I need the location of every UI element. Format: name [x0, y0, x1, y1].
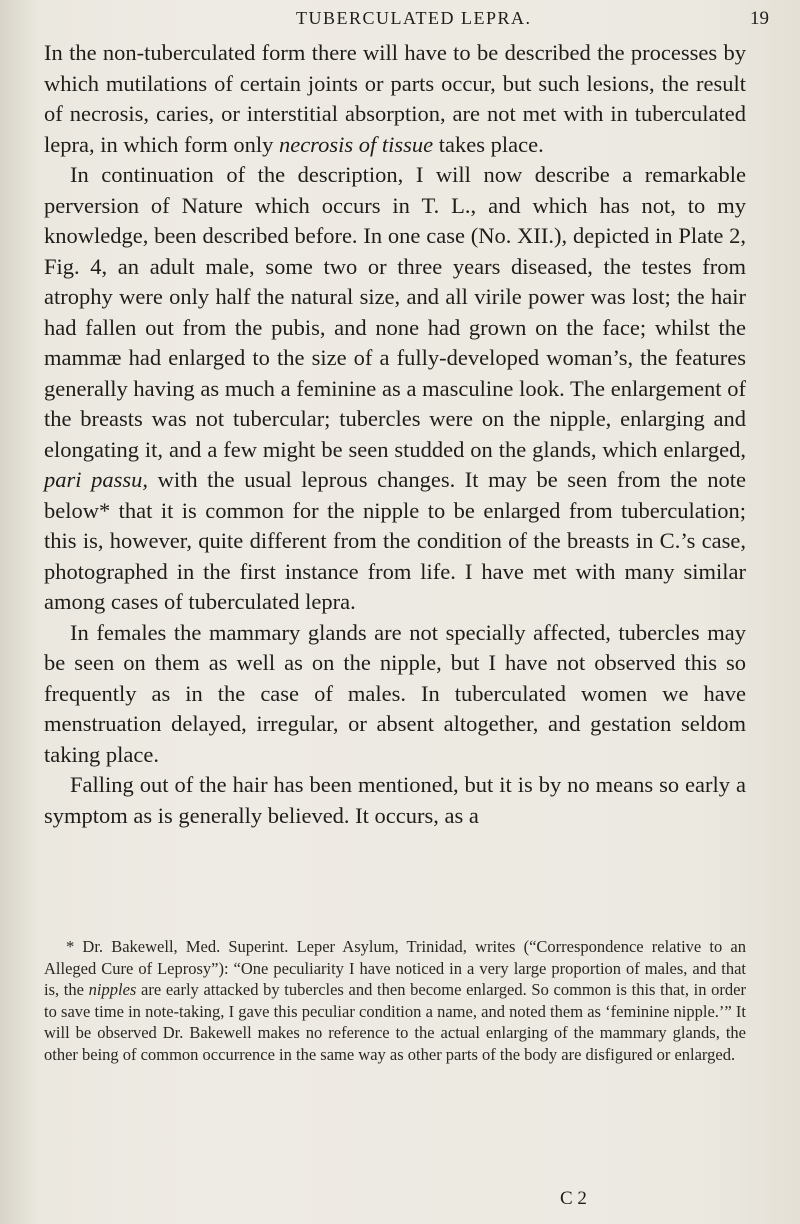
footnote [44, 936, 746, 1065]
paragraph-1-italic: necrosis of tissue [278, 131, 434, 157]
paragraph-2-italic: pari passu, [44, 467, 148, 492]
paragraph-2-text-end: with the usual leprous changes. It may be seen from the note below* that it is common for the nipple to be enlarged from tuberculation; this is, however, quite different from the condition of the breasts in C.’s case, photographed in the first instance from life. I have met with many similar among cases of tuberculated lepra. [44, 467, 746, 614]
page-number: 19 [750, 8, 769, 29]
paragraph-1-text-end: takes place. [433, 131, 544, 157]
paragraph-4-text: Falling out of the hair has been mentioned, but it is by no means so early a symptom as is generally believed. It occurs, as a [44, 772, 746, 828]
paragraph-4 [44, 770, 746, 831]
footnote-text: * Dr. Bakewell, Med. Superint. Leper Asylum, Trinidad, writes (“Correspondence relative to an Alleged Cure of Leprosy”): “One peculiarity I have noticed in a very large proportion of males, and that is, the [44, 937, 746, 999]
paragraph-1 [44, 38, 746, 160]
paragraph-2 [44, 160, 746, 618]
footnote-italic: nipples [88, 980, 137, 999]
paragraph-1-text: In the non-tuberculated form there will have to be described the processes by which mutilations of certain joints or parts occur, but such lesions, the result of necrosis, caries, or interstitial absorption, are not met with in tuberculated lepra, in which form only [44, 40, 746, 157]
paragraph-3 [44, 618, 746, 771]
paragraph-3-text: In females the mammary glands are not specially affected, tubercles may be seen on them as well as on the nipple, but I have not observed this so frequently as in the case of males. In tuberculated women we have menstruation delayed, irregular, or absent altogether, and gestation seldom taking place. [44, 619, 746, 767]
paragraph-2-text: In continuation of the description, I will now describe a remarkable perversion of Nature which occurs in T. L., and which has not, to my knowledge, been described before. In one case (No. XII.), depicted in Plate 2, Fig. 4, an adult male, some two or three years diseased, the testes from atrophy were only half the natural size, and all virile power was lost; the hair had fallen out from the pubis, and none had grown on the face; whilst the mammæ had enlarged to the size of a fully-developed woman’s, the features generally having as much a feminine as a masculine look. The enlargement of the breasts was not tubercular; tubercles were on the nipple, enlarging and elongating it, and a few might be seen studded on the glands, which enlarged, [44, 162, 746, 462]
running-head: TUBERCULATED LEPRA. [296, 8, 532, 28]
body-text [44, 38, 746, 831]
footnote-text-end: are early attacked by tubercles and then become enlarged. So common is this that, in order to save time in note-taking, I gave this peculiar condition a name, and noted them as ‘feminine nipple.’” It will be observed Dr. Bakewell makes no reference to the actual enlarging of the mammary glands, the other being of common occurrence in the same way as other parts of the body are disfigured or enlarged. [44, 980, 746, 1064]
signature-mark: C 2 [560, 1188, 587, 1209]
page-header [0, 8, 800, 34]
